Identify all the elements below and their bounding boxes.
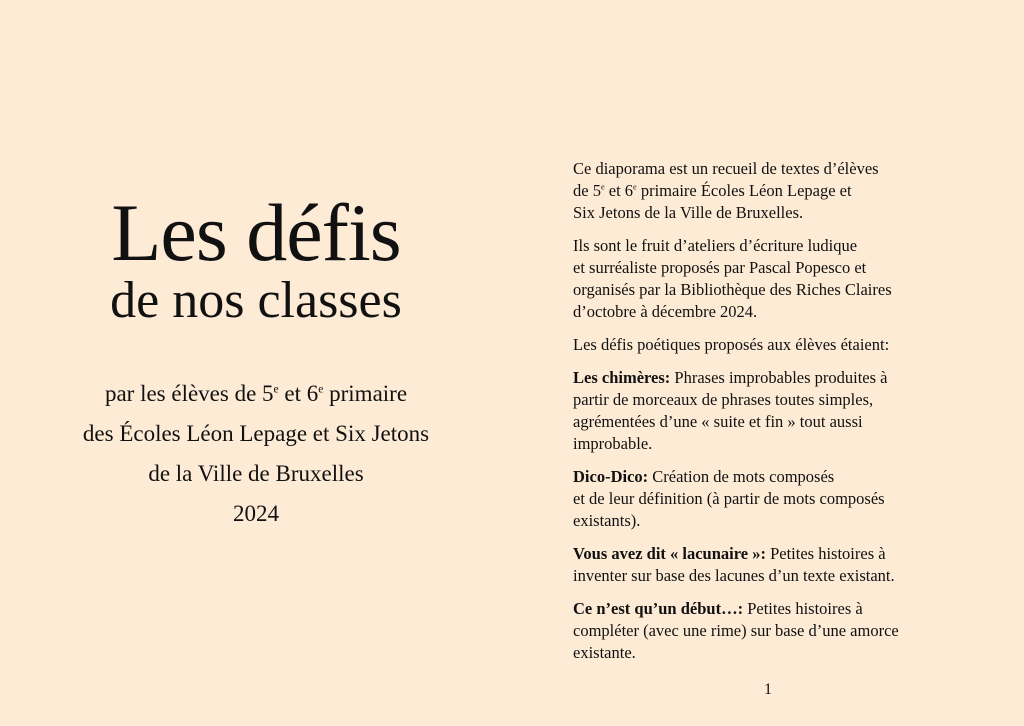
title-line-2: de nos classes xyxy=(110,272,402,329)
challenge-chimeres-line-4: improbable. xyxy=(573,434,653,453)
challenge-debut-name: Ce n’est qu’un début…: xyxy=(573,599,744,618)
intro-paragraph-2 xyxy=(573,235,993,323)
byline-l1-sup1: e xyxy=(273,383,279,396)
intro-p1-l2-pre: de 5 xyxy=(573,181,601,200)
byline-l1-sup2: e xyxy=(318,383,324,396)
byline-l1-post: primaire xyxy=(323,381,408,406)
intro-p1-l2-sup2: e xyxy=(633,182,637,192)
challenge-chimeres-l1: Phrases improbables produites à xyxy=(670,368,888,387)
challenge-lacunaire-l1: Petites histoires à xyxy=(765,544,886,563)
intro-p1-line-1: Ce diaporama est un recueil de textes d’élèves xyxy=(573,159,879,178)
page-number: 1 xyxy=(764,681,772,698)
intro-p1-line-2 xyxy=(573,180,993,202)
intro-panel xyxy=(573,158,993,675)
challenge-debut-l1: Petites histoires à xyxy=(743,599,863,618)
byline-line-3: de la Ville de Bruxelles xyxy=(148,461,364,486)
challenge-chimeres-line-2: partir de morceaux de phrases toutes simples, xyxy=(573,390,874,409)
challenge-lacunaire xyxy=(573,543,993,587)
intro-paragraph-3 xyxy=(573,334,993,356)
intro-p1-l2-post: primaire Écoles Léon Lepage et xyxy=(636,181,852,200)
intro-p2-line-1: Ils sont le fruit d’ateliers d’écriture ludique xyxy=(573,236,858,255)
byline xyxy=(0,374,512,534)
intro-paragraph-1 xyxy=(573,158,993,224)
challenge-debut-line-3: existante. xyxy=(573,643,636,662)
challenge-lacunaire-line-1 xyxy=(573,543,993,565)
byline-l1-pre: par les élèves de 5 xyxy=(104,381,274,406)
intro-p1-line-3: Six Jetons de la Ville de Bruxelles. xyxy=(573,203,804,222)
challenge-chimeres-line-1 xyxy=(573,367,993,389)
byline-l1-mid: et 6 xyxy=(278,381,319,406)
challenge-chimeres-line-3: agrémentées d’une « suite et fin » tout aussi xyxy=(573,412,863,431)
challenge-dico-line-3: existants). xyxy=(573,511,641,530)
intro-p1-l2-sup1: e xyxy=(600,182,605,192)
intro-p2-line-4: d’octobre à décembre 2024. xyxy=(573,302,758,321)
challenge-chimeres-name: Les chimères: xyxy=(573,368,671,387)
challenge-dico-line-2: et de leur définition (à partir de mots composés xyxy=(573,489,885,508)
challenge-chimeres xyxy=(573,367,993,455)
intro-p3-line-1: Les défis poétiques proposés aux élèves étaient: xyxy=(573,335,890,354)
challenge-lacunaire-name: Vous avez dit « lacunaire »: xyxy=(573,544,766,563)
challenge-debut xyxy=(573,598,993,664)
challenge-dico-l1: Création de mots composés xyxy=(648,467,835,486)
byline-year: 2024 xyxy=(233,501,279,526)
challenge-dico-dico xyxy=(573,466,993,532)
title-line-1: Les défis xyxy=(111,187,401,278)
challenge-dico-name: Dico-Dico: xyxy=(573,467,649,486)
challenge-dico-line-1 xyxy=(573,466,993,488)
intro-p1-l2-mid: et 6 xyxy=(604,181,634,200)
intro-p2-line-3: organisés par la Bibliothèque des Riches Claires xyxy=(573,280,892,299)
challenge-debut-line-2: compléter (avec une rime) sur base d’une amorce xyxy=(573,621,899,640)
intro-p2-line-2: et surréaliste proposés par Pascal Popesco et xyxy=(573,258,867,277)
challenge-lacunaire-line-2: inventer sur base des lacunes d’un texte existant. xyxy=(573,566,895,585)
byline-line-1 xyxy=(0,374,512,414)
challenge-debut-line-1 xyxy=(573,598,993,620)
byline-line-2: des Écoles Léon Lepage et Six Jetons xyxy=(82,421,430,446)
